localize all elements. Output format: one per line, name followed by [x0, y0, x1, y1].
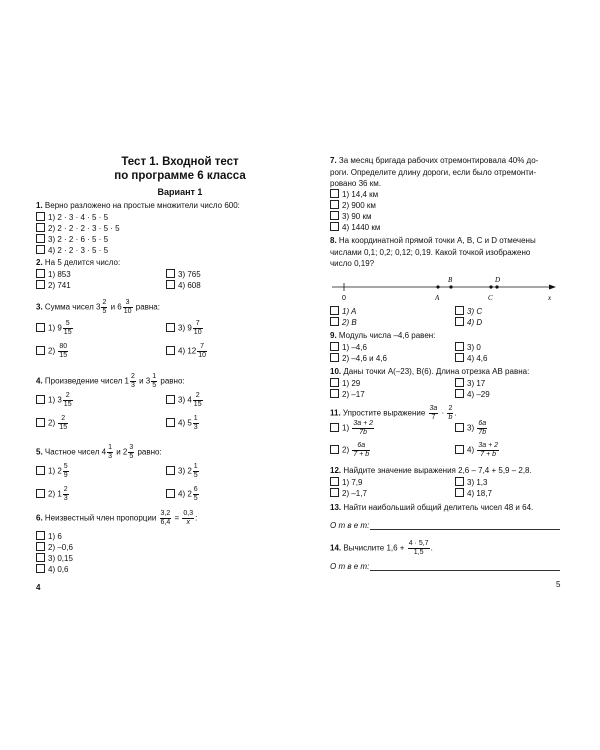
checkbox[interactable] — [455, 353, 464, 362]
checkbox[interactable] — [455, 306, 464, 315]
q5-option-1[interactable]: 1) 2 $\frac{5}{9}$ — [36, 463, 70, 480]
answer-label-13: О т в е т: — [330, 521, 370, 530]
q7-option-3[interactable]: 3) 90 км — [330, 211, 371, 222]
q8-option-4[interactable]: 4) D — [455, 317, 482, 328]
number-line — [330, 275, 560, 303]
q3-option-2[interactable]: 2) $\frac{80}{15}$ — [36, 343, 69, 360]
checkbox[interactable] — [166, 269, 175, 278]
checkbox[interactable] — [455, 317, 464, 326]
question-number: 10. — [330, 367, 342, 376]
q11-option-4[interactable]: 4) $\frac{3a + 2}{7 + b}$ — [455, 442, 500, 459]
title-line-2: по программе 6 класса — [114, 170, 246, 182]
checkbox[interactable] — [455, 389, 464, 398]
fraction: $\frac{1}{5}$ — [152, 373, 157, 389]
question-number: 7. — [330, 156, 337, 165]
question-number: 1. — [36, 201, 43, 210]
q10-option-1[interactable]: 1) 29 — [330, 378, 360, 389]
fraction: $\frac{2}{5}$ — [102, 299, 107, 315]
question-8: 8. На координатной прямой точки A, B, C и D отмечены числами 0,1; 0,2; 0,12; 0,19. Какой точкой изображено число 0,19? — [330, 236, 536, 268]
fraction: $\frac{3}{5}$ — [129, 444, 134, 460]
checkbox[interactable] — [330, 222, 339, 231]
checkbox[interactable] — [455, 488, 464, 497]
checkbox[interactable] — [330, 353, 339, 362]
question-number: 13. — [330, 503, 342, 512]
point-D-label: D — [495, 276, 501, 284]
fraction: $\frac{2}{b}$ — [448, 405, 453, 421]
question-number: 14. — [330, 543, 342, 553]
checkbox[interactable] — [36, 234, 45, 243]
q2-option-2[interactable]: 2) 741 — [36, 280, 71, 291]
q1-option-4[interactable]: 4) 2 · 2 · 3 · 5 · 5 — [36, 245, 108, 256]
q9-option-4[interactable]: 4) 4,6 — [455, 353, 487, 364]
question-number: 6. — [36, 513, 43, 523]
axis-zero-label: 0 — [342, 295, 346, 302]
q1-option-1[interactable]: 1) 2 · 3 · 4 · 5 · 5 — [36, 212, 108, 223]
q12-option-2[interactable]: 2) –1,7 — [330, 488, 367, 499]
question-number: 4. — [36, 376, 43, 386]
q2-option-3[interactable]: 3) 765 — [166, 269, 201, 280]
q7-option-2[interactable]: 2) 900 км — [330, 200, 376, 211]
question-3: 3. Сумма чисел 3 $\frac{2}{5}$ и 6 $\frac{3}{10}$ равна: — [36, 299, 160, 315]
checkbox[interactable] — [166, 466, 175, 475]
point-A-label: A — [435, 294, 440, 302]
question-6: 6. Неизвестный член пропорции $\frac{3,2}{6,4}$ = $\frac{0,3}{x}$ : — [36, 510, 198, 526]
question-number: 3. — [36, 302, 43, 312]
question-13: 13. Найти наибольший общий делитель чисел 48 и 64. — [330, 503, 534, 512]
question-text: Верно разложено на простые множители число 600: — [44, 201, 240, 210]
q7-option-1[interactable]: 1) 14,4 км — [330, 189, 378, 200]
q5-option-4[interactable]: 4) 2 $\frac{6}{5}$ — [166, 486, 200, 503]
checkbox[interactable] — [330, 488, 339, 497]
checkbox[interactable] — [166, 323, 175, 332]
test-title — [60, 155, 300, 183]
q9-option-3[interactable]: 3) 0 — [455, 342, 481, 353]
point-B-label: B — [448, 276, 453, 284]
question-10: 10. Даны точки A(–23), B(6). Длина отрезка AB равна: — [330, 367, 530, 376]
checkbox[interactable] — [166, 489, 175, 498]
question-1 — [36, 200, 240, 212]
checkbox[interactable] — [330, 189, 339, 198]
q9-option-2[interactable]: 2) –4,6 и 4,6 — [330, 353, 387, 364]
checkbox[interactable] — [36, 564, 45, 573]
checkbox[interactable] — [36, 418, 45, 427]
question-number: 12. — [330, 466, 342, 475]
checkbox[interactable] — [36, 346, 45, 355]
q12-option-1[interactable]: 1) 7,9 — [330, 477, 362, 488]
q9-option-1[interactable]: 1) –4,6 — [330, 342, 367, 353]
q1-option-3[interactable]: 3) 2 · 2 · 6 · 5 · 5 — [36, 234, 108, 245]
fraction: $\frac{2}{3}$ — [130, 373, 135, 389]
fraction: $\frac{4 \cdot 5,7}{1,5}$ — [408, 540, 429, 556]
q10-option-4[interactable]: 4) –29 — [455, 389, 490, 400]
q4-option-1[interactable]: 1) 3 $\frac{2}{15}$ — [36, 392, 74, 409]
q6-option-1[interactable]: 1) 6 — [36, 531, 62, 542]
checkbox[interactable] — [36, 542, 45, 551]
q6-option-4[interactable]: 4) 0,6 — [36, 564, 68, 575]
fraction: $\frac{0,3}{x}$ — [183, 510, 194, 526]
question-7: 7. За месяц бригада рабочих отремонтировала 40% до- роги. Определите длину дороги, если было отремонти- ровано 36 км. — [330, 156, 539, 188]
point-C-label: C — [488, 294, 493, 302]
checkbox[interactable] — [166, 395, 175, 404]
q11-option-2[interactable]: 2) $\frac{6a}{7 + b}$ — [330, 442, 371, 459]
checkbox[interactable] — [455, 445, 464, 454]
q6-option-2[interactable]: 2) –0,6 — [36, 542, 73, 553]
checkbox[interactable] — [330, 477, 339, 486]
question-text: На 5 делится число: — [44, 258, 121, 267]
axis-x-label: x — [548, 294, 552, 302]
variant-label: Вариант 1 — [157, 187, 203, 197]
q11-option-3[interactable]: 3) $\frac{6a}{7b}$ — [455, 420, 488, 437]
question-14: 14. Вычислите 1,6 + $\frac{4 \cdot 5,7}{1,5}$ . — [330, 540, 433, 556]
q3-option-3[interactable]: 3) 9 $\frac{7}{10}$ — [166, 320, 204, 337]
checkbox[interactable] — [166, 280, 175, 289]
q10-option-3[interactable]: 3) 17 — [455, 378, 485, 389]
question-number: 11. — [330, 408, 341, 418]
q3-option-1[interactable]: 1) 9 $\frac{5}{15}$ — [36, 320, 74, 337]
question-12: 12. Найдите значение выражения 2,6 – 7,4 + 5,9 – 2,8. — [330, 466, 532, 475]
checkbox[interactable] — [36, 245, 45, 254]
q5-option-2[interactable]: 2) 1 $\frac{2}{3}$ — [36, 486, 70, 503]
q2-option-1[interactable]: 1) 853 — [36, 269, 71, 280]
question-number: 9. — [330, 331, 337, 340]
checkbox[interactable] — [330, 378, 339, 387]
checkbox[interactable] — [36, 280, 45, 289]
q5-option-3[interactable]: 3) 2 $\frac{1}{5}$ — [166, 463, 200, 480]
checkbox[interactable] — [36, 531, 45, 540]
title-line-1: Тест 1. Входной тест — [121, 156, 239, 168]
checkbox[interactable] — [36, 223, 45, 232]
q3-option-4[interactable]: 4) 12 $\frac{7}{10}$ — [166, 343, 208, 360]
checkbox[interactable] — [36, 212, 45, 221]
fraction: $\frac{3,2}{6,4}$ — [160, 510, 171, 526]
q1-option-2[interactable]: 2) 2 · 2 · 2 · 3 · 5 · 5 — [36, 223, 120, 234]
q10-option-2[interactable]: 2) –17 — [330, 389, 365, 400]
checkbox[interactable] — [166, 346, 175, 355]
checkbox[interactable] — [36, 553, 45, 562]
checkbox[interactable] — [455, 423, 464, 432]
question-number: 2. — [36, 258, 43, 267]
q8-option-2[interactable]: 2) B — [330, 317, 357, 328]
page-number-left: 4 — [36, 583, 41, 592]
question-2 — [36, 257, 120, 269]
checkbox[interactable] — [330, 423, 339, 432]
checkbox[interactable] — [330, 445, 339, 454]
question-number: 5. — [36, 447, 43, 457]
q8-option-3[interactable]: 3) C — [455, 306, 482, 317]
q6-option-3[interactable]: 3) 0,15 — [36, 553, 73, 564]
answer-field-14[interactable] — [370, 570, 560, 571]
q2-option-4[interactable]: 4) 608 — [166, 280, 201, 291]
checkbox[interactable] — [166, 418, 175, 427]
question-11: 11. Упростите выражение $\frac{3a}{7}$ · $\frac{2}{b}$ . — [330, 405, 457, 421]
page-number-right: 5 — [556, 580, 561, 589]
q12-option-3[interactable]: 3) 1,3 — [455, 477, 487, 488]
answer-label-14: О т в е т: — [330, 562, 370, 571]
checkbox[interactable] — [36, 395, 45, 404]
checkbox[interactable] — [36, 466, 45, 475]
checkbox[interactable] — [455, 342, 464, 351]
q4-option-2[interactable]: 2) $\frac{2}{15}$ — [36, 415, 69, 432]
checkbox[interactable] — [455, 477, 464, 486]
q11-option-1[interactable]: 1) $\frac{3a + 2}{7b}$ — [330, 420, 375, 437]
question-5: 5. Частное чисел 4 $\frac{1}{3}$ и 2 $\frac{3}{5}$ равно: — [36, 444, 162, 460]
answer-field-13[interactable] — [370, 529, 560, 530]
q12-option-4[interactable]: 4) 18,7 — [455, 488, 492, 499]
checkbox[interactable] — [36, 323, 45, 332]
checkbox[interactable] — [330, 211, 339, 220]
q8-option-1[interactable]: 1) A — [330, 306, 356, 317]
question-9: 9. Модуль числа –4,6 равен: — [330, 331, 436, 340]
question-number: 8. — [330, 236, 337, 245]
checkbox[interactable] — [36, 489, 45, 498]
q4-option-3[interactable]: 3) 4 $\frac{2}{15}$ — [166, 392, 204, 409]
checkbox[interactable] — [455, 378, 464, 387]
q4-option-4[interactable]: 4) 5 $\frac{1}{3}$ — [166, 415, 200, 432]
q7-option-4[interactable]: 4) 1440 км — [330, 222, 380, 233]
checkbox[interactable] — [330, 317, 339, 326]
checkbox[interactable] — [330, 306, 339, 315]
fraction: $\frac{1}{3}$ — [108, 444, 112, 460]
question-4: 4. Произведение чисел 1 $\frac{2}{3}$ и 3 $\frac{1}{5}$ равно: — [36, 373, 185, 389]
fraction: $\frac{3a}{7}$ — [429, 405, 438, 421]
fraction: $\frac{3}{10}$ — [123, 299, 132, 315]
checkbox[interactable] — [330, 389, 339, 398]
checkbox[interactable] — [36, 269, 45, 278]
checkbox[interactable] — [330, 200, 339, 209]
checkbox[interactable] — [330, 342, 339, 351]
